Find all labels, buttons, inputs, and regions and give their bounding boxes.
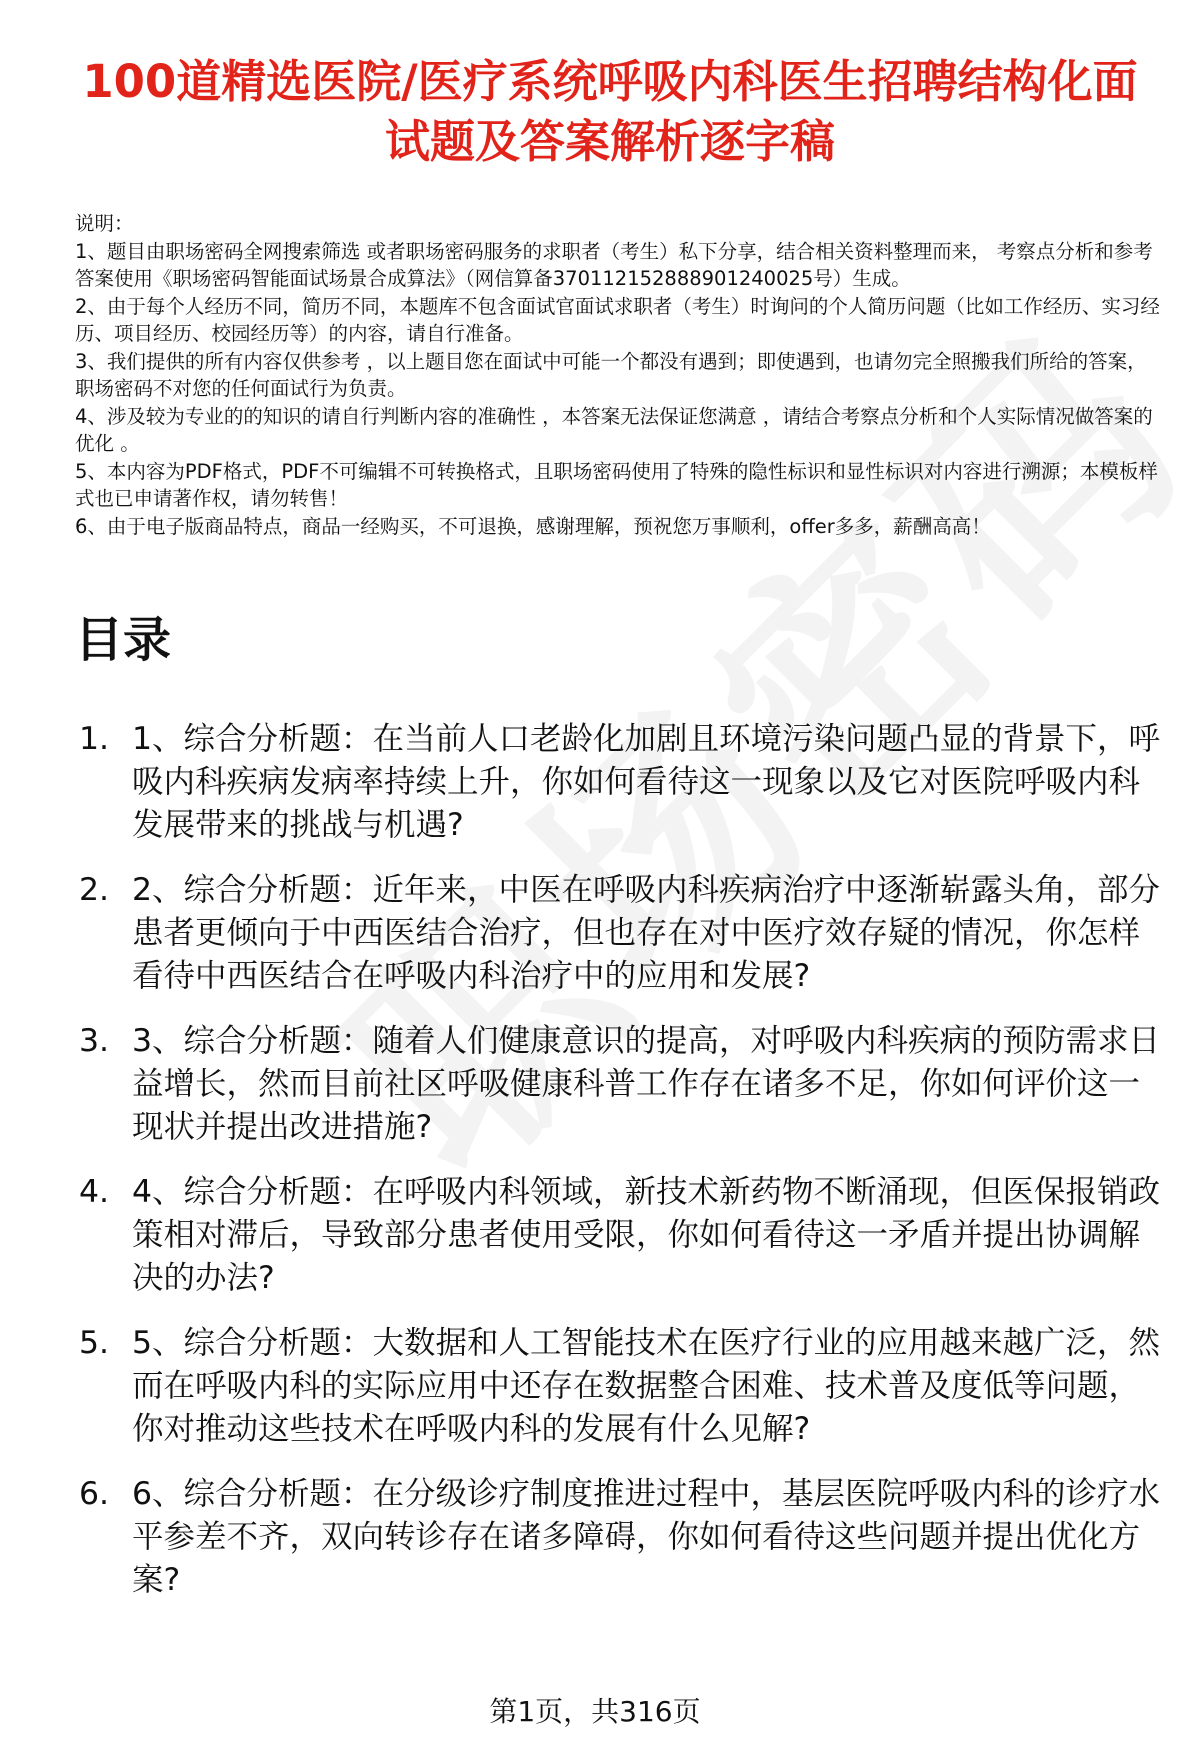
- toc-item-text: 4、综合分析题：在呼吸内科领域，新技术新药物不断涌现，但医保报销政策相对滞后，导致部分患者使用受限，你如何看待这一矛盾并提出协调解决的办法?: [132, 1174, 1161, 1296]
- notes-item: 5、本内容为PDF格式，PDF不可编辑不可转换格式，且职场密码使用了特殊的隐性标识和显性标识对内容进行溯源；本模板样式也已申请著作权，请勿转售！: [75, 459, 1158, 510]
- notes-heading: 说明：: [75, 212, 134, 235]
- document-title: 100道精选医院/医疗系统呼吸内科医生招聘结构化面试题及答案解析逐字稿: [82, 55, 1138, 168]
- toc-item[interactable]: [75, 869, 1170, 998]
- toc-item-text: 6、综合分析题：在分级诊疗制度推进过程中，基层医院呼吸内科的诊疗水平参差不齐，双向转诊存在诸多障碍，你如何看待这些问题并提出优化方案?: [132, 1476, 1161, 1598]
- toc-item-text: 2、综合分析题：近年来，中医在呼吸内科疾病治疗中逐渐崭露头角，部分患者更倾向于中西医结合治疗，但也存在对中医疗效存疑的情况，你怎样看待中西医结合在呼吸内科治疗中的应用和发展?: [132, 872, 1161, 994]
- notes-item: 2、由于每个人经历不同，简历不同，本题库不包含面试官面试求职者（考生）时询问的个人简历问题（比如工作经历、实习经历、项目经历、校园经历等）的内容，请自行准备。: [75, 294, 1160, 345]
- notes-item: 6、由于电子版商品特点，商品一经购买，不可退换，感谢理解，预祝您万事顺利，offer多多，薪酬高高！: [75, 514, 991, 538]
- toc-item-number: 2.: [79, 872, 110, 908]
- toc-item[interactable]: [75, 1473, 1170, 1602]
- toc-item-number: 4.: [79, 1174, 110, 1210]
- notes-item: 1、题目由职场密码全网搜索筛选 或者职场密码服务的求职者（考生）私下分享，结合相关资料整理而来， 考察点分析和参考答案使用《职场密码智能面试场景合成算法》（网信算备370112152888901240025号）生成。: [75, 239, 1153, 290]
- notes-section: [75, 210, 1165, 540]
- toc-item[interactable]: [75, 1171, 1170, 1300]
- toc-item[interactable]: [75, 1020, 1170, 1149]
- toc-item-text: 1、综合分析题：在当前人口老龄化加剧且环境污染问题凸显的背景下，呼吸内科疾病发病率持续上升，你如何看待这一现象以及它对医院呼吸内科发展带来的挑战与机遇?: [132, 721, 1161, 843]
- toc-item[interactable]: [75, 1322, 1170, 1451]
- toc-item-number: 3.: [79, 1023, 110, 1059]
- toc-item-number: 6.: [79, 1476, 110, 1512]
- toc-item-number: 5.: [79, 1325, 110, 1361]
- toc-item-number: 1.: [79, 721, 110, 757]
- notes-item: 4、涉及较为专业的的知识的请自行判断内容的准确性 ，本答案无法保证您满意 ，请结合考察点分析和个人实际情况做答案的优化 。: [75, 404, 1153, 455]
- notes-item: 3、我们提供的所有内容仅供参考 ，以上题目您在面试中可能一个都没有遇到；即使遇到，也请勿完全照搬我们所给的答案，职场密码不对您的任何面试行为负责。: [75, 349, 1147, 400]
- table-of-contents: [75, 718, 1170, 1624]
- toc-item[interactable]: [75, 718, 1170, 847]
- toc-item-text: 5、综合分析题：大数据和人工智能技术在医疗行业的应用越来越广泛，然而在呼吸内科的实际应用中还存在数据整合困难、技术普及度低等问题，你对推动这些技术在呼吸内科的发展有什么见解?: [132, 1325, 1161, 1447]
- toc-item-text: 3、综合分析题：随着人们健康意识的提高，对呼吸内科疾病的预防需求日益增长，然而目前社区呼吸健康科普工作存在诸多不足，你如何评价这一现状并提出改进措施?: [132, 1023, 1161, 1145]
- toc-heading: 目录: [75, 612, 172, 668]
- page-footer: 第1页，共316页: [489, 1695, 701, 1728]
